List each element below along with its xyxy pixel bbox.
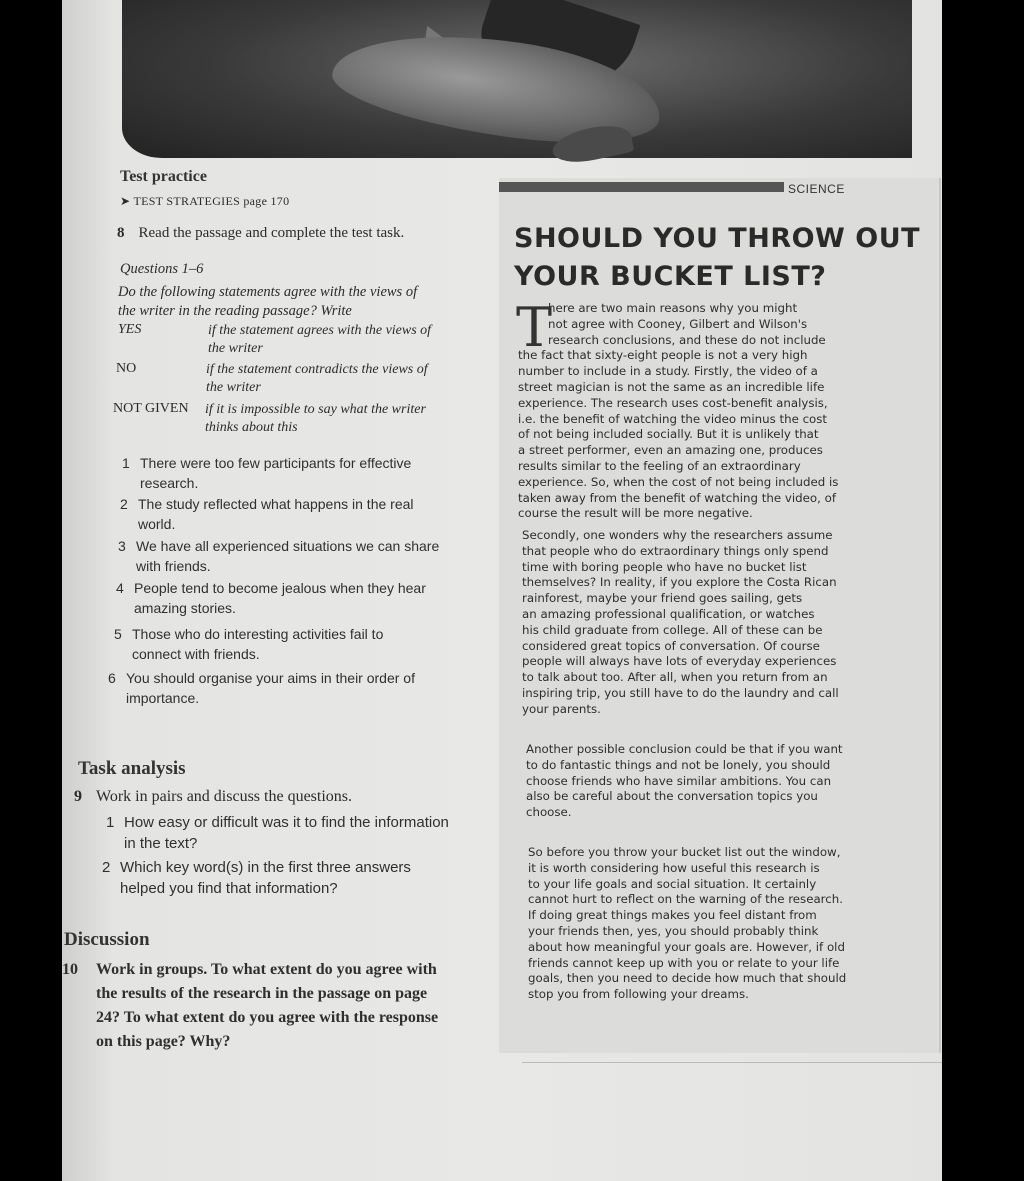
article-line: If doing great things makes you feel distant from	[528, 908, 817, 923]
question-9: 9 Work in pairs and discuss the questions.	[74, 788, 353, 805]
article-line: a street performer, even an amazing one, produces	[518, 443, 823, 458]
article-line: your friends then, yes, you should probably think	[528, 923, 819, 938]
article-bottom-rule	[522, 1062, 942, 1063]
key-not-given: NOT GIVEN if it is impossible to say what the writer thinks about this	[113, 401, 426, 435]
questions-range: Questions 1–6	[120, 261, 204, 277]
dolphin-photo	[122, 0, 912, 158]
article-line: inspiring trip, you still have to do the laundry and call	[522, 685, 839, 700]
article-paragraph-4	[528, 845, 846, 1003]
question-8-instruction: Read the passage and complete the test task.	[138, 225, 405, 241]
article-line: it is worth considering how useful this research is	[528, 860, 820, 875]
article-line: number to include in a study. Firstly, the video of a	[518, 364, 818, 379]
article-line: Another possible conclusion could be that if you want	[526, 742, 843, 756]
discussion-heading: Discussion	[64, 929, 150, 950]
article-line: choose friends who have similar ambitions. You can	[526, 773, 832, 788]
section-bar	[499, 182, 784, 192]
article-line: goals, then you need to decide how much that should	[528, 971, 847, 986]
key-no: NO if the statement contradicts the views of the writer	[116, 361, 428, 395]
article-paragraph-2	[522, 528, 839, 718]
article-line: friends cannot keep up with you or relate to your life	[528, 955, 840, 970]
article-line: taken away from the benefit of watching the video, of	[518, 490, 836, 505]
questions-intro: Do the following statements agree with the views of the writer in the reading passage? Write	[118, 284, 418, 319]
article-line: Secondly, one wonders why the researchers assume	[522, 528, 833, 542]
article-paragraph-1	[516, 296, 839, 522]
article-line: themselves? In reality, if you explore the Costa Rican	[522, 575, 837, 590]
key-yes: YES if the statement agrees with the views of the writer	[118, 322, 432, 356]
article-line: his child graduate from college. All of these can be	[522, 622, 823, 637]
article-line: not agree with Cooney, Gilbert and Wilson's	[548, 316, 808, 331]
article-line: people will always have lots of everyday experiences	[522, 654, 837, 669]
drop-cap: T	[516, 296, 553, 359]
article-line: rainforest, maybe your friend goes sailing, gets	[522, 591, 803, 606]
article-line: course the result will be more negative.	[518, 506, 753, 521]
article-line: stop you from following your dreams.	[528, 987, 749, 1002]
article-line: an amazing professional qualification, or watches	[522, 606, 815, 621]
article-headline: SHOULD YOU THROW OUT YOUR BUCKET LIST?	[514, 223, 921, 292]
article-line: cannot hurt to reflect on the warning of the research.	[528, 892, 843, 907]
article-line: the fact that sixty-eight people is not a very high	[518, 348, 808, 363]
article-line: about how meaningful your goals are. However, if old	[528, 939, 845, 954]
article-line: also be careful about the conversation topics you	[526, 789, 818, 804]
article-line: that people who do extraordinary things only spend	[522, 543, 829, 558]
article-line: results similar to the feeling of an extraordinary	[518, 458, 801, 473]
article-line: time with boring people who have no bucket list	[522, 559, 807, 574]
task-analysis-heading: Task analysis	[78, 758, 186, 779]
test-strategies-ref: ➤ TEST STRATEGIES page 170	[120, 194, 290, 208]
question-8-number: 8	[117, 225, 125, 241]
article-line: experience. So, when the cost of not being included is	[518, 474, 839, 489]
textbook-page: Test practice ➤ TEST STRATEGIES page 170 8 Read the passage and complete the test task. Questions 1–6 Do the following statements agree with the views of the writer in the reading passage? Write YES if the statement agrees with the views of the writer NO if the statement contradicts the views of the writer NOT GIVEN if it is impossible to say what the writer thinks about this 1 There were too few participants for effective research. 2 The study reflected what happens in the real world. 3 We have all experienced situations we can share with friends. 4 People tend to become jealous when they hear amazing stories. 5 Those who do interesting activities fail to connect with friends. 6 You should organise your aims in their order of importance. Task analysis 9 Work in pairs and discuss the questions. 1 How easy or difficult was it to find the information in the text? 2 Which key word(s) in the first three answers helped you find that information? Discussion 10 Work in groups. To what extent do you agree with the results of the research in the passage on page 24? To what extent do you agree with the response on this page? Why? SCIENCE SHOULD YOU THROW OUT YOUR BUCKET LIST? T here are two main reasons why you might not agree with Cooney, Gilbert and Wilson's research conclusions, and these do not include the fact that sixty-eight people is not a very high number to include in a study. Firstly, the video of a street magician is not the same as an incredible life experience. The research uses cost-benefit analysis, i.e. the benefit of watching the video minus the cost of not being included socially. But it is unlikely that a street performer, even an amazing one, produces results similar to the feeling of an extraordinary experience. So, when the cost of not being included is taken away from the benefit of watching the video, of course the result will be more negative. Secondly, one wonders why the researchers assume that people who do extraordinary things only spend time with boring people who have no bucket list themselves? In reality, if you explore the Costa Rican rainforest, maybe your friend goes sailing, gets an amazing professional qualification, or watches his child graduate from college. All of these can be considered great topics of conversation. Of course people will always have lots of everyday experiences to talk about too. After all, when you return from an inspiring trip, you still have to do the laundry and call your parents. Another possible conclusion could be that if you want to do fantastic things and not be lonely, you should choose friends who have similar ambitions. You can also be careful about the conversation topics you choose. So before you throw your bucket list out the window, it is worth considering how useful this research is to your life goals and social situation. It certainly cannot hurt to reflect on the warning of the research. If doing great things makes you feel distant from your friends then, yes, you should probably think about how meaningful your goals are. However, if old friends cannot keep up with you or relate to your life goals, then you need to decide how much that should stop you from following your dreams.	[62, 0, 942, 1181]
article-line: street magician is not the same as an incredible life	[518, 379, 825, 394]
article-line: choose.	[526, 805, 572, 820]
article-line: here are two main reasons why you might	[548, 301, 798, 315]
question-8	[117, 225, 404, 242]
article-line: to talk about too. After all, when you return from an	[522, 670, 828, 685]
article-line: research conclusions, and these do not include	[548, 332, 826, 347]
article-line: considered great topics of conversation. Of course	[522, 638, 820, 653]
article-line: to do fantastic things and not be lonely, you should	[526, 757, 831, 772]
test-practice-title: Test practice	[120, 168, 207, 185]
article-line: your parents.	[522, 701, 601, 716]
article-paragraph-3	[526, 742, 843, 821]
article-line: i.e. the benefit of watching the video minus the cost	[518, 411, 828, 426]
section-label: SCIENCE	[788, 182, 845, 196]
article-line: to your life goals and social situation. It certainly	[528, 876, 817, 891]
article-line: So before you throw your bucket list out the window,	[528, 845, 841, 859]
article-line: of not being included socially. But it is unlikely that	[518, 427, 819, 442]
article-line: experience. The research uses cost-benefit analysis,	[518, 395, 828, 410]
